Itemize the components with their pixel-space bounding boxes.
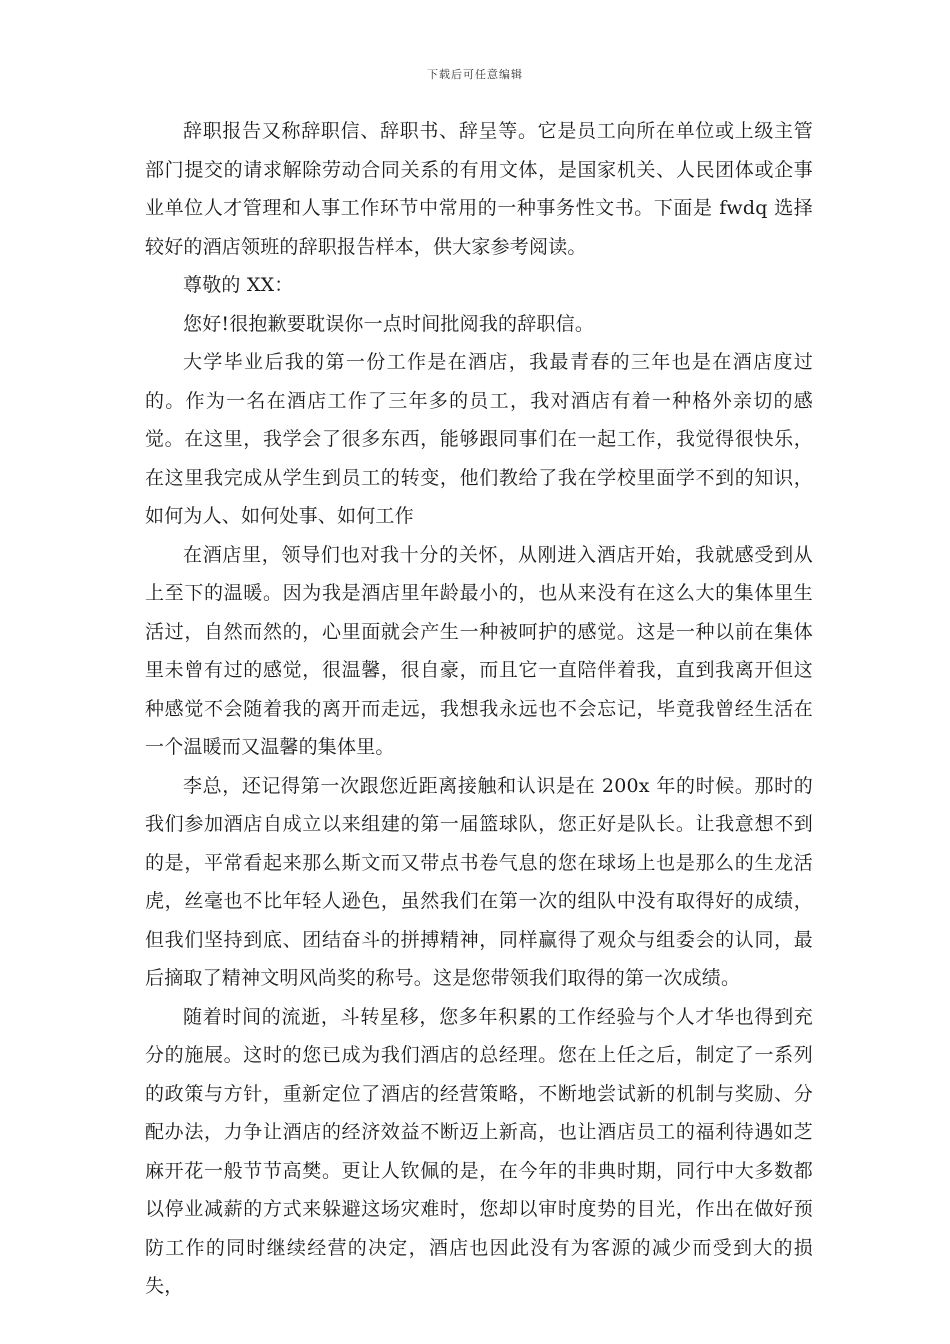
- page-header: 下载后可任意编辑: [427, 68, 523, 81]
- paragraph-body-2: 在酒店里，领导们也对我十分的关怀，从刚进入酒店开始，我就感受到从上至下的温暖。因为我是酒店里年龄最小的，也从来没有在这么大的集体里生活过，自然而然的，心里面就会产生一种被呵护的感觉。这是一种以前在集体里未曾有过的感觉，很温馨，很自豪，而且它一直陪伴着我，直到我离开但这种感觉不会随着我的离开而走远，我想我永远也不会忘记，毕竟我曾经生活在一个温暖而又温馨的集体里。: [145, 543, 813, 758]
- paragraph-greeting: 您好!很抱歉要耽误你一点时间批阅我的辞职信。: [183, 312, 595, 335]
- paragraph-body-1: 大学毕业后我的第一份工作是在酒店，我最青春的三年也是在酒店度过的。作为一名在酒店工作了三年多的员工，我对酒店有着一种格外亲切的感觉。在这里，我学会了很多东西，能够跟同事们在一起工作，我觉得很快乐，在这里我完成从学生到员工的转变，他们教给了我在学校里面学不到的知识，如何为人、如何处事、如何工作: [145, 351, 813, 527]
- paragraph-body-4: 随着时间的流逝，斗转星移，您多年积累的工作经验与个人才华也得到充分的施展。这时的您已成为我们酒店的总经理。您在上任之后，制定了一系列的政策与方针，重新定位了酒店的经营策略，不断地尝试新的机制与奖励、分配办法，力争让酒店的经济效益不断迈上新高，也让酒店员工的福利待遇如芝麻开花一般节节高樊。更让人钦佩的是，在今年的非典时期，同行中大多数都以停业减薪的方式来躲避这场灾难时，您却以审时度势的目光，作出在做好预防工作的同时继续经营的决定，酒店也因此没有为客源的减少而受到大的损失，: [145, 1005, 813, 1297]
- document-body: [145, 112, 813, 1306]
- paragraph-salutation: 尊敬的 XX：: [183, 274, 294, 296]
- paragraph-body-3: 李总，还记得第一次跟您近距离接触和认识是在 200x 年的时候。那时的我们参加酒店自成立以来组建的第一届篮球队，您正好是队长。让我意想不到的是，平常看起来那么斯文而又带点书卷气息的您在球场上也是那么的生龙活虎，丝毫也不比年轻人逊色，虽然我们在第一次的组队中没有取得好的成绩，但我们坚持到底、团结奋斗的拼搏精神，同样赢得了观众与组委会的认同，最后摘取了精神文明风尚奖的称号。这是您带领我们取得的第一次成绩。: [145, 774, 813, 989]
- paragraph-intro: 辞职报告又称辞职信、辞职书、辞呈等。它是员工向所在单位或上级主管部门提交的请求解除劳动合同关系的有用文体，是国家机关、人民团体或企事业单位人才管理和人事工作环节中常用的一种事务性文书。下面是 fwdq 选择较好的酒店领班的辞职报告样本，供大家参考阅读。: [145, 120, 813, 258]
